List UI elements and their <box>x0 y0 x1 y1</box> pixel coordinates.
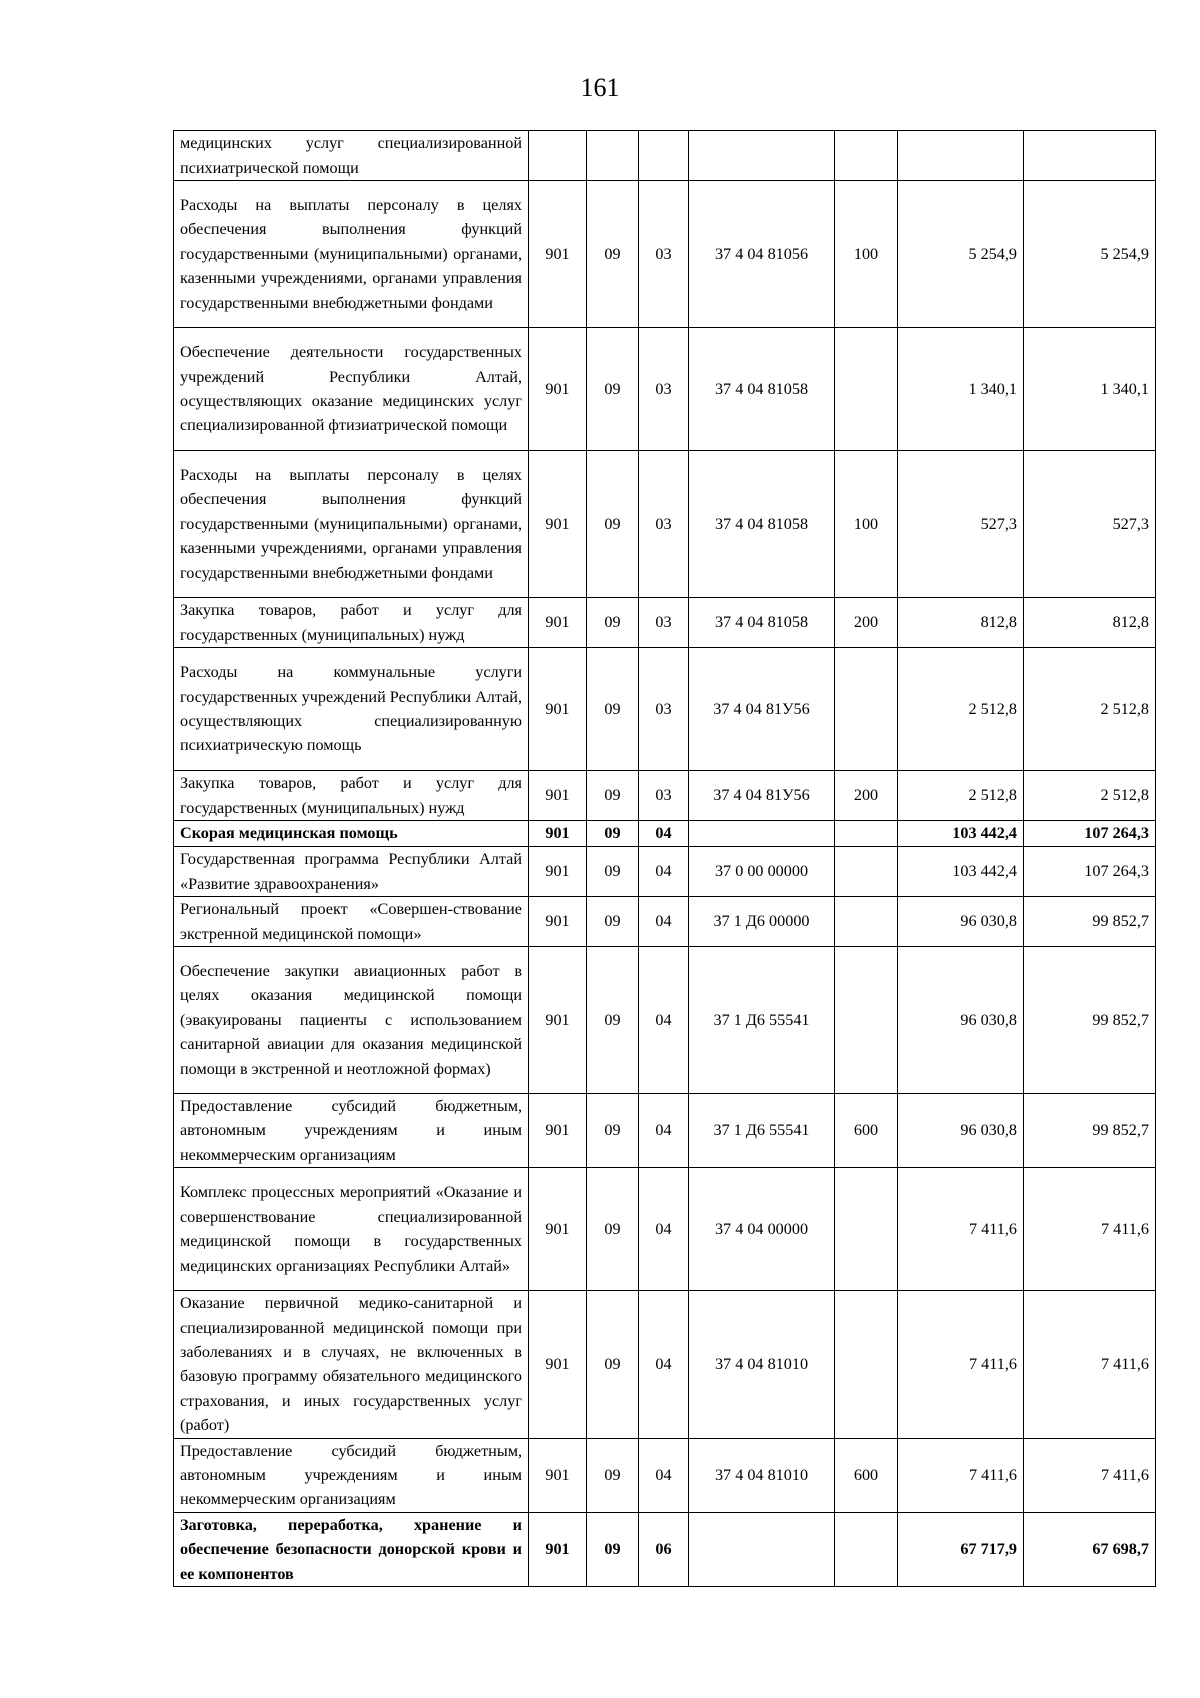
section-code-cell: 09 <box>587 598 639 648</box>
target-article-cell: 37 1 Д6 55541 <box>689 1094 835 1168</box>
subsection-code-cell: 04 <box>639 821 689 847</box>
grbs-code-cell: 901 <box>529 771 587 821</box>
section-code-cell: 09 <box>587 1512 639 1586</box>
row-name-cell: Комплекс процессных мероприятий «Оказание и совершенствование специализированной медицинской помощи в государственных медицинских организациях Республики Алтай» <box>174 1168 529 1291</box>
expense-type-cell <box>835 821 898 847</box>
expense-type-cell: 200 <box>835 598 898 648</box>
grbs-code-cell: 901 <box>529 1438 587 1512</box>
subsection-code-cell: 04 <box>639 1094 689 1168</box>
target-article-cell: 37 1 Д6 00000 <box>689 897 835 947</box>
row-name-cell: Расходы на коммунальные услуги государственных учреждений Республики Алтай, осуществляющих специализированную психиатрическую помощь <box>174 648 529 771</box>
table-row <box>174 131 1156 181</box>
amount-year1-cell: 2 512,8 <box>898 648 1024 771</box>
subsection-code-cell: 03 <box>639 181 689 328</box>
subsection-code-cell <box>639 131 689 181</box>
amount-year2-cell: 67 698,7 <box>1024 1512 1156 1586</box>
amount-year1-cell: 527,3 <box>898 451 1024 598</box>
amount-year1-cell: 96 030,8 <box>898 947 1024 1094</box>
target-article-cell <box>689 821 835 847</box>
row-name-cell: Государственная программа Республики Алтай «Развитие здравоохранения» <box>174 847 529 897</box>
subsection-code-cell: 06 <box>639 1512 689 1586</box>
section-code-cell: 09 <box>587 847 639 897</box>
section-code-cell: 09 <box>587 451 639 598</box>
table-row <box>174 328 1156 451</box>
section-code-cell: 09 <box>587 1168 639 1291</box>
target-article-cell: 37 4 04 81У56 <box>689 648 835 771</box>
row-name-cell: Заготовка, переработка, хранение и обеспечение безопасности донорской крови и ее компонентов <box>174 1512 529 1586</box>
page-number: 161 <box>580 73 620 102</box>
amount-year2-cell: 107 264,3 <box>1024 821 1156 847</box>
amount-year2-cell: 99 852,7 <box>1024 897 1156 947</box>
amount-year1-cell: 812,8 <box>898 598 1024 648</box>
section-code-cell: 09 <box>587 181 639 328</box>
table-row <box>174 821 1156 847</box>
amount-year1-cell: 7 411,6 <box>898 1168 1024 1291</box>
amount-year1-cell: 2 512,8 <box>898 771 1024 821</box>
grbs-code-cell: 901 <box>529 328 587 451</box>
table-row <box>174 1512 1156 1586</box>
grbs-code-cell: 901 <box>529 847 587 897</box>
amount-year1-cell: 7 411,6 <box>898 1291 1024 1438</box>
target-article-cell: 37 4 04 81У56 <box>689 771 835 821</box>
subsection-code-cell: 03 <box>639 451 689 598</box>
amount-year2-cell: 812,8 <box>1024 598 1156 648</box>
table-row <box>174 947 1156 1094</box>
expense-type-cell <box>835 897 898 947</box>
grbs-code-cell: 901 <box>529 451 587 598</box>
amount-year1-cell: 7 411,6 <box>898 1438 1024 1512</box>
table-body <box>174 131 1156 1587</box>
amount-year1-cell: 5 254,9 <box>898 181 1024 328</box>
expense-type-cell <box>835 947 898 1094</box>
table-row <box>174 648 1156 771</box>
expense-type-cell: 600 <box>835 1094 898 1168</box>
section-code-cell: 09 <box>587 771 639 821</box>
expense-type-cell <box>835 1512 898 1586</box>
expense-type-cell <box>835 1291 898 1438</box>
target-article-cell: 37 1 Д6 55541 <box>689 947 835 1094</box>
amount-year1-cell: 103 442,4 <box>898 847 1024 897</box>
amount-year1-cell: 96 030,8 <box>898 897 1024 947</box>
table-row <box>174 771 1156 821</box>
expense-type-cell <box>835 847 898 897</box>
expense-type-cell: 100 <box>835 451 898 598</box>
subsection-code-cell: 03 <box>639 598 689 648</box>
target-article-cell <box>689 1512 835 1586</box>
subsection-code-cell: 03 <box>639 771 689 821</box>
target-article-cell <box>689 131 835 181</box>
target-article-cell: 37 4 04 81058 <box>689 598 835 648</box>
table-row <box>174 1291 1156 1438</box>
target-article-cell: 37 4 04 81010 <box>689 1291 835 1438</box>
target-article-cell: 37 4 04 81058 <box>689 328 835 451</box>
section-code-cell: 09 <box>587 821 639 847</box>
row-name-cell: медицинских услуг специализированной психиатрической помощи <box>174 131 529 181</box>
row-name-cell: Закупка товаров, работ и услуг для государственных (муниципальных) нужд <box>174 598 529 648</box>
amount-year2-cell: 99 852,7 <box>1024 947 1156 1094</box>
table-row <box>174 451 1156 598</box>
grbs-code-cell: 901 <box>529 598 587 648</box>
amount-year2-cell: 7 411,6 <box>1024 1168 1156 1291</box>
subsection-code-cell: 03 <box>639 648 689 771</box>
row-name-cell: Предоставление субсидий бюджетным, автономным учреждениям и иным некоммерческим организациям <box>174 1094 529 1168</box>
amount-year1-cell: 1 340,1 <box>898 328 1024 451</box>
section-code-cell: 09 <box>587 1438 639 1512</box>
row-name-cell: Обеспечение деятельности государственных учреждений Республики Алтай, осуществляющих оказание медицинских услуг специализированной фтизиатрической помощи <box>174 328 529 451</box>
grbs-code-cell: 901 <box>529 897 587 947</box>
amount-year2-cell: 7 411,6 <box>1024 1291 1156 1438</box>
row-name-cell: Оказание первичной медико-санитарной и специализированной медицинской помощи при заболеваниях и в случаях, не включенных в базовую программу обязательного медицинского страхования, и иных государственных услуг (работ) <box>174 1291 529 1438</box>
grbs-code-cell: 901 <box>529 947 587 1094</box>
amount-year1-cell <box>898 131 1024 181</box>
table-row <box>174 1438 1156 1512</box>
section-code-cell: 09 <box>587 897 639 947</box>
grbs-code-cell: 901 <box>529 821 587 847</box>
amount-year2-cell: 5 254,9 <box>1024 181 1156 328</box>
section-code-cell: 09 <box>587 648 639 771</box>
row-name-cell: Обеспечение закупки авиационных работ в целях оказания медицинской помощи (эвакуированы пациенты с использованием санитарной авиации для оказания медицинской помощи в экстренной и неотложной формах) <box>174 947 529 1094</box>
section-code-cell <box>587 131 639 181</box>
subsection-code-cell: 04 <box>639 1291 689 1438</box>
subsection-code-cell: 04 <box>639 897 689 947</box>
amount-year2-cell: 1 340,1 <box>1024 328 1156 451</box>
row-name-cell: Предоставление субсидий бюджетным, автономным учреждениям и иным некоммерческим организациям <box>174 1438 529 1512</box>
target-article-cell: 37 4 04 81010 <box>689 1438 835 1512</box>
budget-table <box>173 130 1156 1587</box>
grbs-code-cell: 901 <box>529 1094 587 1168</box>
table-row <box>174 181 1156 328</box>
amount-year1-cell: 96 030,8 <box>898 1094 1024 1168</box>
subsection-code-cell: 04 <box>639 847 689 897</box>
target-article-cell: 37 4 04 00000 <box>689 1168 835 1291</box>
row-name-cell: Закупка товаров, работ и услуг для государственных (муниципальных) нужд <box>174 771 529 821</box>
grbs-code-cell: 901 <box>529 1512 587 1586</box>
expense-type-cell: 600 <box>835 1438 898 1512</box>
amount-year2-cell: 99 852,7 <box>1024 1094 1156 1168</box>
amount-year1-cell: 103 442,4 <box>898 821 1024 847</box>
section-code-cell: 09 <box>587 1094 639 1168</box>
table-row <box>174 847 1156 897</box>
table-row <box>174 897 1156 947</box>
row-name-cell: Региональный проект «Совершен-ствование экстренной медицинской помощи» <box>174 897 529 947</box>
grbs-code-cell <box>529 131 587 181</box>
expense-type-cell: 100 <box>835 181 898 328</box>
amount-year2-cell <box>1024 131 1156 181</box>
amount-year1-cell: 67 717,9 <box>898 1512 1024 1586</box>
amount-year2-cell: 527,3 <box>1024 451 1156 598</box>
subsection-code-cell: 04 <box>639 947 689 1094</box>
subsection-code-cell: 03 <box>639 328 689 451</box>
grbs-code-cell: 901 <box>529 648 587 771</box>
target-article-cell: 37 0 00 00000 <box>689 847 835 897</box>
grbs-code-cell: 901 <box>529 1291 587 1438</box>
section-code-cell: 09 <box>587 947 639 1094</box>
section-code-cell: 09 <box>587 1291 639 1438</box>
amount-year2-cell: 107 264,3 <box>1024 847 1156 897</box>
amount-year2-cell: 2 512,8 <box>1024 771 1156 821</box>
subsection-code-cell: 04 <box>639 1438 689 1512</box>
expense-type-cell <box>835 1168 898 1291</box>
amount-year2-cell: 7 411,6 <box>1024 1438 1156 1512</box>
expense-type-cell <box>835 328 898 451</box>
table-row <box>174 598 1156 648</box>
amount-year2-cell: 2 512,8 <box>1024 648 1156 771</box>
table-row <box>174 1094 1156 1168</box>
target-article-cell: 37 4 04 81056 <box>689 181 835 328</box>
expense-type-cell: 200 <box>835 771 898 821</box>
row-name-cell: Расходы на выплаты персоналу в целях обеспечения выполнения функций государственными (муниципальными) органами, казенными учреждениями, органами управления государственными внебюджетными фондами <box>174 451 529 598</box>
table-row <box>174 1168 1156 1291</box>
section-code-cell: 09 <box>587 328 639 451</box>
row-name-cell: Скорая медицинская помощь <box>174 821 529 847</box>
grbs-code-cell: 901 <box>529 1168 587 1291</box>
subsection-code-cell: 04 <box>639 1168 689 1291</box>
target-article-cell: 37 4 04 81058 <box>689 451 835 598</box>
expense-type-cell <box>835 648 898 771</box>
expense-type-cell <box>835 131 898 181</box>
row-name-cell: Расходы на выплаты персоналу в целях обеспечения выполнения функций государственными (муниципальными) органами, казенными учреждениями, органами управления государственными внебюджетными фондами <box>174 181 529 328</box>
grbs-code-cell: 901 <box>529 181 587 328</box>
